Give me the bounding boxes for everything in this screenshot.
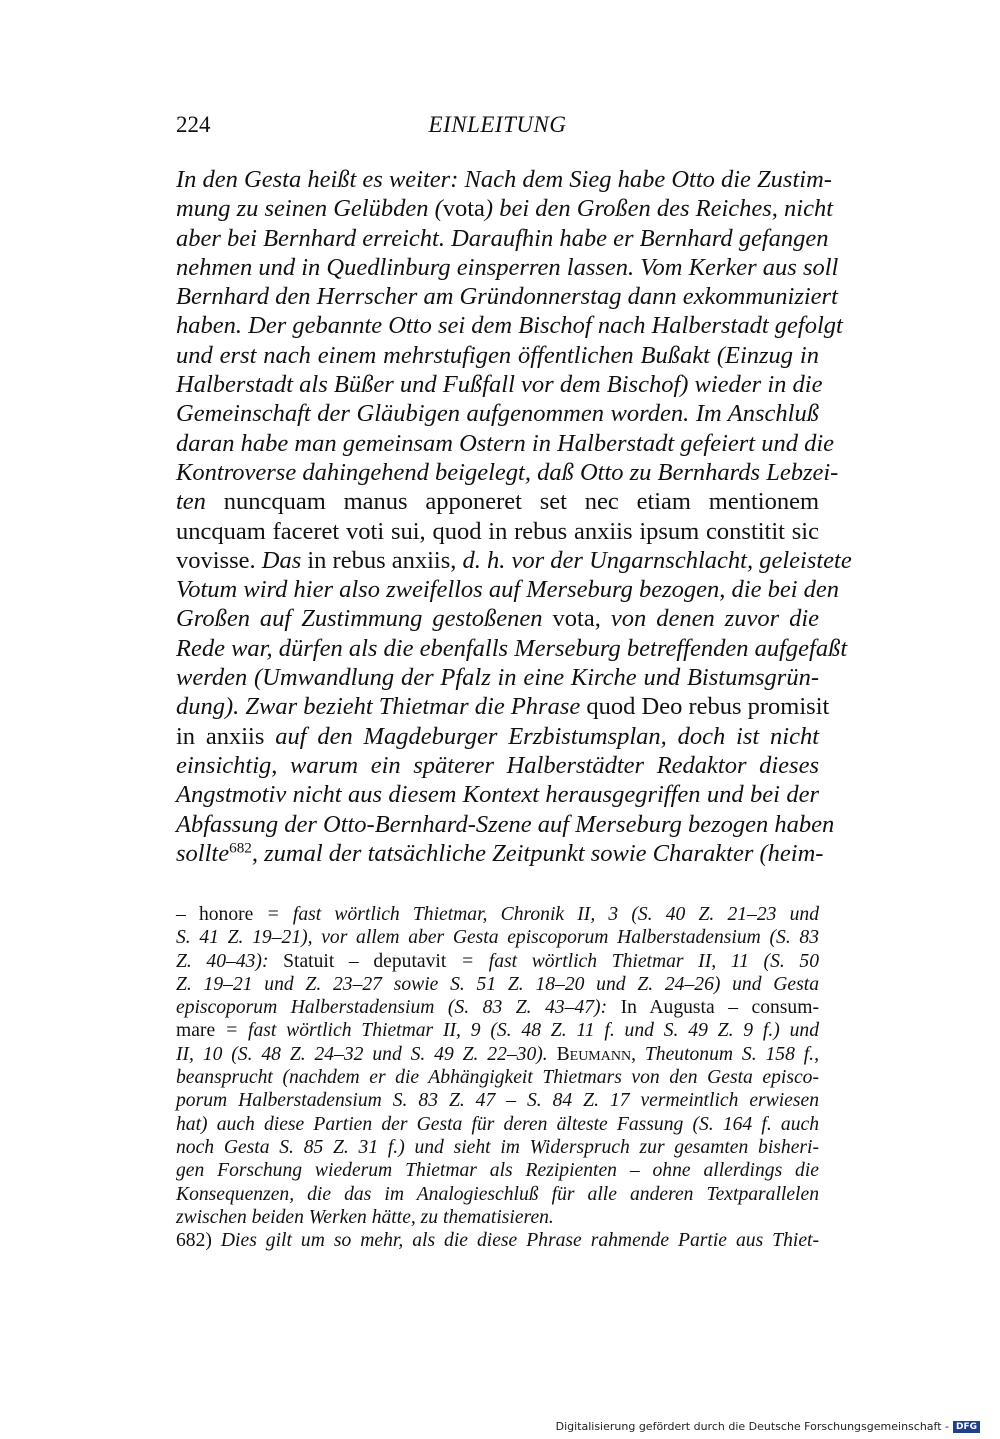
text-line: daran habe man gemeinsam Ostern in Halberstadt gefeiert und die <box>176 429 835 457</box>
footnote-line: II, 10 (S. 48 Z. 24–32 und S. 49 Z. 22–30). Beumann, Theutonum S. 158 f., <box>176 1043 819 1065</box>
text-line: nehmen und in Quedlinburg einsperren lassen. Vom Kerker aus soll <box>176 253 839 281</box>
footnotes <box>176 903 819 1252</box>
text-line: Votum wird hier also zweifellos auf Merseburg bezogen, die bei den <box>176 576 840 604</box>
footnote-line: Z. 19–21 und Z. 23–27 sowie S. 51 Z. 18–20 und Z. 24–26) und Gesta <box>176 973 819 995</box>
footnote-marker: 682 <box>229 839 252 857</box>
text-line: sollte$^{682}$, zumal der tatsächliche Zeitpunkt sowie Charakter (heim- <box>176 839 824 867</box>
footnote-line: mare = fast wörtlich Thietmar II, 9 (S. 48 Z. 11 f. und S. 49 Z. 9 f.) und <box>176 1020 819 1042</box>
footnote-line: gen Forschung wiederum Thietmar als Rezipienten – ohne allerdings die <box>176 1160 819 1182</box>
text-line: in anxiis auf den Magdeburger Erzbistumsplan, doch ist nicht <box>176 722 819 750</box>
footnote-line: porum Halberstadensium S. 83 Z. 47 – S. 84 Z. 17 vermeintlich erwiesen <box>176 1090 819 1112</box>
footnote-line: hat) auch diese Partien der Gesta für deren älteste Fassung (S. 164 f. auch <box>176 1113 819 1135</box>
text-line: Großen auf Zustimmung gestoßenen vota, von denen zuvor die <box>176 605 820 633</box>
footnote-line: beansprucht (nachdem er die Abhängigkeit Thietmars von den Gesta episco- <box>176 1067 819 1089</box>
text-line: Rede war, dürfen als die ebenfalls Merseburg betreffenden aufgefaßt <box>176 634 848 662</box>
text-line: In den Gesta heißt es weiter: Nach dem Sieg habe Otto die Zustim- <box>176 166 832 193</box>
footnote-line: Z. 40–43): Statuit – deputavit = fast wörtlich Thietmar II, 11 (S. 50 <box>176 950 819 972</box>
text-line: mung zu seinen Gelübden (vota) bei den Großen des Reiches, nicht <box>176 195 834 223</box>
text-line: haben. Der gebannte Otto sei dem Bischof nach Halberstadt gefolgt <box>176 312 843 340</box>
dfg-logo: DFG <box>953 1421 980 1433</box>
text-line: dung). Zwar bezieht Thietmar die Phrase quod Deo rebus promisit <box>176 693 830 721</box>
text-line: vovisse. Das in rebus anxiis, d. h. vor der Ungarnschlacht, geleistete <box>176 546 852 574</box>
page-number: 224 <box>176 112 211 137</box>
text-line: Kontroverse dahingehend beigelegt, daß Otto zu Bernhards Lebzei- <box>176 458 839 486</box>
digitization-text: Digitalisierung gefördert durch die Deutsche Forschungsgemeinschaft - <box>555 1420 949 1433</box>
text-line: Bernhard den Herrscher am Gründonnerstag dann exkommuniziert <box>176 283 838 311</box>
footnote-line: noch Gesta S. 85 Z. 31 f.) und sieht im Widerspruch zur gesamten bisheri- <box>176 1136 819 1158</box>
text-line: uncquam faceret voti sui, quod in rebus anxiis ipsum constitit sic <box>176 517 819 545</box>
page-header <box>176 112 819 152</box>
text-line: Halberstadt als Büßer und Fußfall vor dem Bischof) wieder in die <box>176 371 823 399</box>
text-line: aber bei Bernhard erreicht. Daraufhin habe er Bernhard gefangen <box>176 224 829 252</box>
digitization-note <box>556 1420 980 1433</box>
footnote-line: 682) Dies gilt um so mehr, als die diese Phrase rahmende Partie aus Thiet- <box>176 1230 819 1252</box>
text-line: Gemeinschaft der Gläubigen aufgenommen worden. Im Anschluß <box>176 400 819 428</box>
text-line: Angstmotiv nicht aus diesem Kontext herausgegriffen und bei der <box>176 781 819 809</box>
text-line: werden (Umwandlung der Pfalz in eine Kirche und Bistumsgrün- <box>176 664 819 692</box>
main-text <box>176 165 852 868</box>
running-head: EINLEITUNG <box>428 112 567 137</box>
text-line: Abfassung der Otto-Bernhard-Szene auf Merseburg bezogen haben <box>176 810 835 838</box>
footnote-line: – honore = fast wörtlich Thietmar, Chronik II, 3 (S. 40 Z. 21–23 und <box>176 904 819 925</box>
text-line: einsichtig, warum ein späterer Halberstädter Redaktor dieses <box>176 751 819 779</box>
footnote-line: episcoporum Halberstadensium (S. 83 Z. 43–47): In Augusta – consum- <box>176 997 819 1019</box>
text-line: und erst nach einem mehrstufigen öffentlichen Bußakt (Einzug in <box>176 341 819 369</box>
footnote-line: Konsequenzen, die das im Analogieschluß für alle anderen Textparallelen <box>176 1183 819 1205</box>
footnote-line: S. 41 Z. 19–21), vor allem aber Gesta episcoporum Halberstadensium (S. 83 <box>176 927 819 949</box>
text-line: ten nuncquam manus apponeret set nec etiam mentionem <box>176 488 820 516</box>
footnote-line: zwischen beiden Werken hätte, zu thematisieren. <box>176 1206 554 1228</box>
